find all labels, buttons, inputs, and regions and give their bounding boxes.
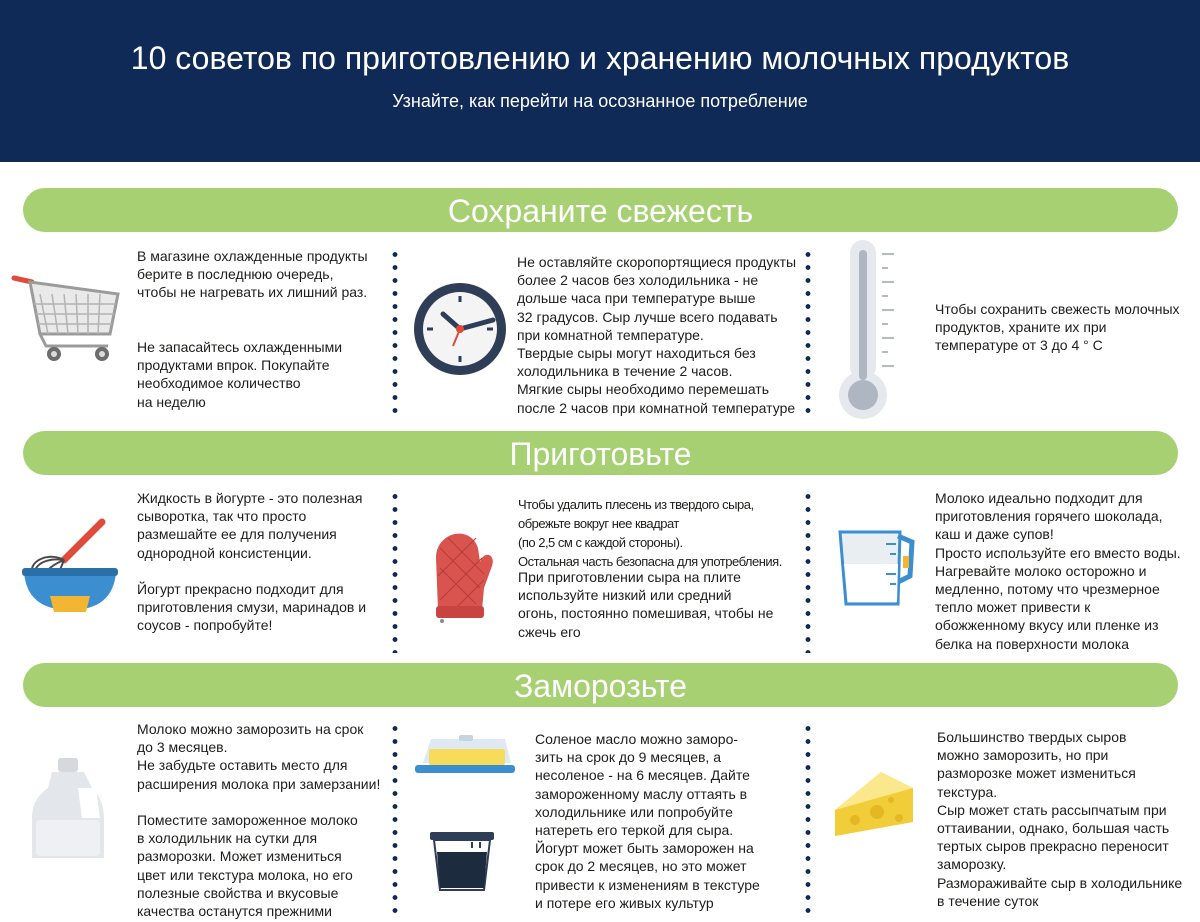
oven-mitt-icon (428, 518, 498, 628)
prepare-col3-text: Молоко идеально подходит для приготовления горячего шоколада, каш и даже супов! Просто используйте его вместо воды. Нагревайте молоко осторожно и медленно, потому что чрезмерное тепло может привести к обожженному вкусу или пленке из белка на поверхности молока (935, 490, 1181, 652)
milk-jug-icon (30, 758, 106, 867)
column-divider (805, 722, 811, 917)
butter-dish-icon (413, 733, 517, 784)
section-header-prepare: Приготовьте (23, 431, 1178, 475)
freshness-col1-text: В магазине охлажденные продукты берите в последнюю очередь, чтобы не нагревать их лишний раз. Не запасайтесь охлажденными продуктами впрок. Покупайте необходимое количество на неделю (137, 248, 368, 410)
whisk-bowl-icon (20, 516, 120, 621)
column-divider (392, 248, 398, 416)
thermometer-icon (838, 238, 913, 426)
column-divider (805, 490, 811, 653)
cheese-wedge-icon (833, 770, 915, 843)
column-divider (805, 248, 811, 416)
freeze-col3-text: Большинство твердых сыров можно заморозить, но при разморозке может измениться текстура. Сыр может стать рассыпчатым при оттаивании, однако, большая часть тертых сыров прекрасно переносит заморозку. Размораживайте сыр в холодильнике в течение суток (937, 729, 1183, 909)
prepare-col2-text: При приготовлении сыра на плите используйте низкий или средний огонь, постоянно помешивая, чтобы не сжечь его (518, 569, 774, 640)
freshness-col3-text: Чтобы сохранить свежесть молочных продуктов, храните их при температуре от 3 до 4 ° С (935, 301, 1180, 354)
prepare-col2-condensed-text: Чтобы удалить плесень из твердого сыра, обрежьте вокруг нее квадрат (по 2,5 см с каждой стороны). Остальная часть безопасна для употребления. (518, 497, 782, 569)
freeze-col2-text: Соленое масло можно замoро- зить на срок до 9 месяцев, а несоленое - на 6 месяцев. Дайте замороженному маслу оттаять в холодильнике или попробуйте натереть его теркой для сыра. Йогурт может быть заморожен на срок до 2 месяцев, но это может привести к изменениям в текстуре и потере его живых культур (535, 731, 760, 911)
yogurt-cup-icon (428, 830, 496, 897)
shopping-cart-icon (10, 272, 122, 369)
section-header-freshness: Сохраните свежесть (23, 188, 1178, 232)
prepare-col1-text: Жидкость в йогурте - это полезная сыворотка, так что просто размешайте ее для получения однородной консистенции. Йогурт прекрасно подходит для приготовления смузи, маринадов и соусов - попробуйте! (137, 490, 367, 634)
page-title: 10 советов по приготовлению и хранению молочных продуктов (130, 40, 1070, 76)
header-banner (0, 0, 1200, 162)
freeze-col1-text: Молоко можно заморозить на срок до 3 месяцев. Не забудьте оставить место для расширения молока при замерзании! Поместите замороженное молоко в холодильник на сутки для разморозки. Может измениться цвет или текстура молока, но его полезные свойства и вкусовые качества останутся прежними (137, 721, 381, 920)
measuring-cup-icon (836, 528, 916, 613)
freshness-col2-text: Не оставляйте скоропортящиеся продукты более 2 часов без холодильника - не дольше часа при температуре выше 32 градусов. Сыр лучше всего подавать при комнатной температуре. Твердые сыры могут находиться без холодильника в течение 2 часов. Мягкие сыры необходимо перемешать после 2 часов при комнатной температуре (517, 254, 797, 416)
page-subtitle: Узнайте, как перейти на осознанное потребление (392, 91, 808, 111)
section-header-freeze: Заморозьте (23, 663, 1178, 707)
column-divider (392, 490, 398, 653)
column-divider (392, 722, 398, 917)
clock-icon (413, 282, 507, 381)
